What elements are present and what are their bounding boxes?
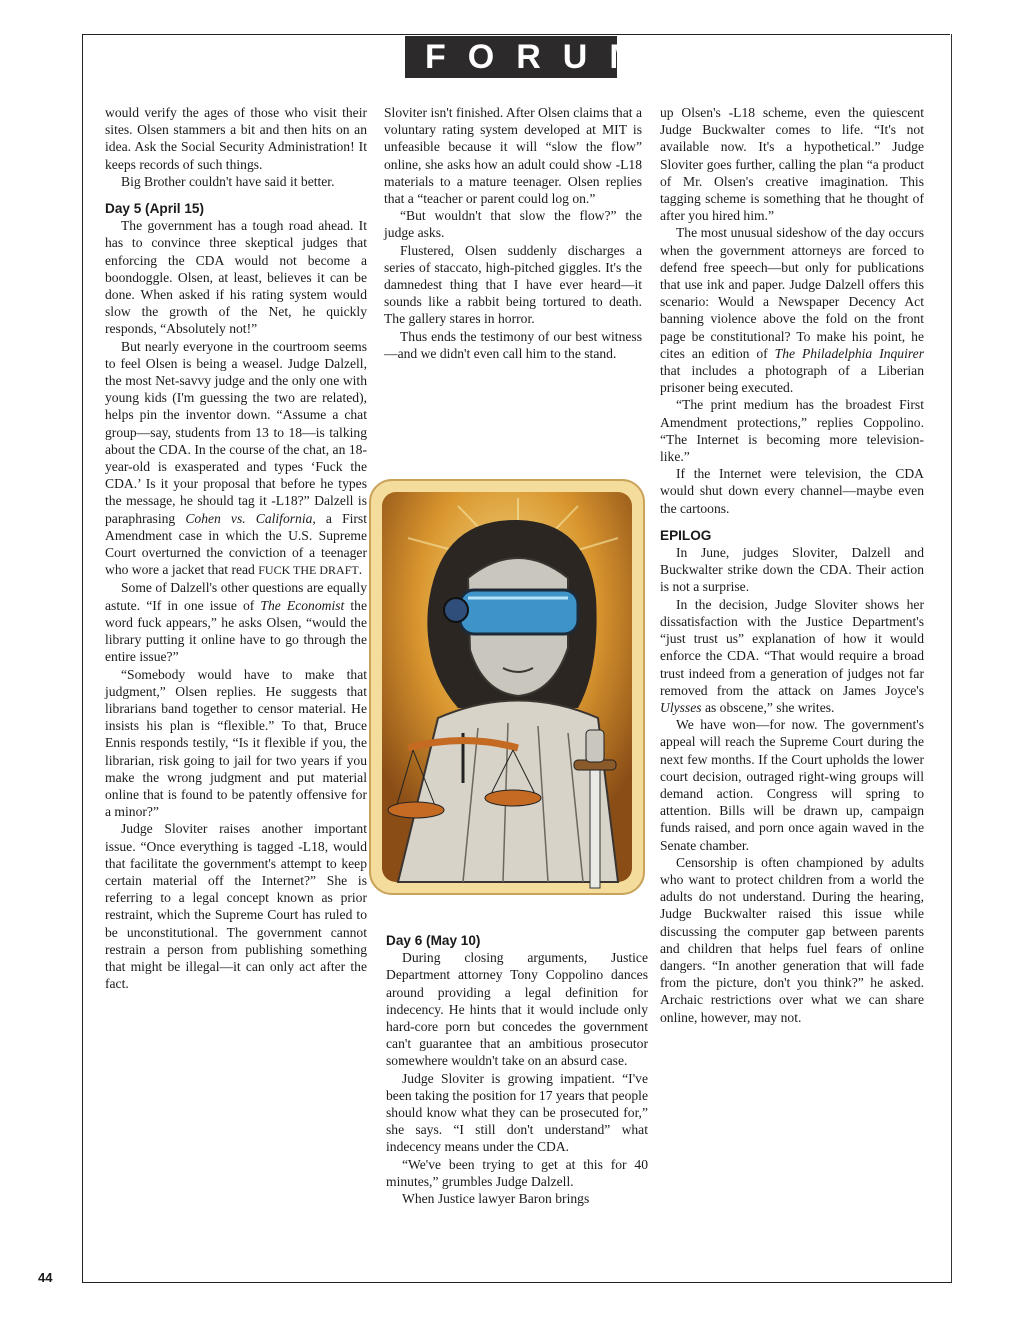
paragraph: Judge Sloviter is growing impatient. “I've been taking the position for 17 years that people should know what they can be prosecuted for,” she says. “I still don't understand” what indecency means under the CDA. bbox=[386, 1070, 648, 1155]
paragraph bbox=[105, 338, 367, 580]
paragraph: would verify the ages of those who visit their sites. Olsen stammers a bit and then hits on an idea. Ask the Social Security Administration! It keeps records of such things. bbox=[105, 105, 367, 172]
paragraph: The government has a tough road ahead. It has to convince three skeptical judges that enforcing the CDA would not become a boondoggle. Olsen, at least, believes it can be done. When asked if his rating system would slow the growth of the Net, he quickly responds, “Absolutely not!” bbox=[105, 218, 367, 337]
column-3 bbox=[660, 104, 924, 1026]
paragraph: Flustered, Olsen suddenly discharges a series of staccato, high-pitched giggles. It's the damnedest thing that I have ever heard—it sounds like a rabbit being tortured to death. The gallery stares in horror. bbox=[384, 242, 642, 327]
paragraph: “The print medium has the broadest First Amendment protections,” replies Coppolino. “The Internet is becoming more television-like.” bbox=[660, 397, 924, 465]
paragraph: Big Brother couldn't have said it better. bbox=[121, 173, 335, 189]
section-heading: Day 6 (May 10) bbox=[386, 933, 481, 948]
paragraph: We have won—for now. The government's appeal will reach the Supreme Court during the next few months. If the Court upholds the lower court decision, outraged right-wing groups will demand action. Congress will spring to attention. Bills will be drawn up, campaign funds raised, and porn once again waved in the Senate chamber. bbox=[660, 717, 924, 853]
page-number: 44 bbox=[38, 1270, 53, 1285]
paragraph bbox=[105, 579, 367, 665]
column-2-bottom bbox=[386, 932, 648, 1207]
text: . bbox=[358, 562, 363, 578]
book-title: Ulysses bbox=[660, 699, 702, 715]
paragraph: In June, judges Sloviter, Dalzell and Buckwalter strike down the CDA. Their action is not a surprise. bbox=[660, 545, 924, 595]
section-header: FORUM bbox=[405, 36, 617, 78]
section-heading: Day 5 (April 15) bbox=[105, 201, 204, 217]
lady-justice-illustration bbox=[368, 478, 646, 896]
paragraph: “We've been trying to get at this for 40 minutes,” grumbles Judge Dalzell. bbox=[386, 1156, 648, 1189]
paragraph: During closing arguments, Justice Department attorney Tony Coppolino dances around providing a legal definition for indecency. He hints that it would include only hard-core porn but concedes the government can't guarantee that an ambitious prosecutor somewhere wouldn't take on an absurd case. bbox=[386, 950, 648, 1069]
text: Some of Dalzell's other questions are equally astute. “If in one issue of bbox=[105, 580, 367, 613]
paragraph bbox=[660, 596, 924, 716]
hand bbox=[586, 730, 604, 762]
text: , a First Amendment case in which the U.S. Supreme Court overturned the conviction of a teenager who wore a jacket that read bbox=[105, 510, 368, 578]
section-heading: EPILOG bbox=[660, 527, 712, 543]
text: The most unusual sideshow of the day occurs when the government attorneys are forced to defend free speech—but only for publications that use ink and paper. Judge Dalzell offers this scenario: Would a Newspaper Decency Act banning violence above the fold on the front page be constitutional? To make his point, he cites an edition of bbox=[660, 225, 924, 361]
publication-title: The Philadelphia Inquirer bbox=[774, 345, 924, 361]
paragraph: “But wouldn't that slow the flow?” the judge asks. bbox=[384, 208, 642, 241]
paragraph: When Justice lawyer Baron brings bbox=[402, 1191, 590, 1207]
sword-blade bbox=[590, 768, 600, 888]
jacket-text: FUCK THE DRAFT bbox=[258, 563, 359, 578]
paragraph: If the Internet were television, the CDA would shut down every channel—maybe even the cartoons. bbox=[660, 466, 924, 516]
case-title: Cohen vs. California bbox=[185, 510, 313, 526]
paragraph bbox=[660, 224, 924, 396]
paragraph: Judge Sloviter raises another important issue. “Once everything is tagged -L18, would that facilitate the government's attempt to keep certain material off the Internet?” She is referring to a legal concept known as prior restraint, which the Supreme Court has ruled to be unconstitutional. The government cannot restrain a person from publishing something that might be illegal—it can only act after the fact. bbox=[105, 821, 367, 992]
text: that includes a photograph of a Liberian prisoner being executed. bbox=[660, 363, 924, 396]
paragraph: Censorship is often championed by adults who want to protect children from a world the adults do not understand. During the hearing, Judge Buckwalter raised this issue while discussing the computer gap between parents and children that helps fuel fears of online dangers. “In another generation that will fade from the picture, don't you think?” he asked. Archaic restrictions over what we can share online, however, may not. bbox=[660, 854, 924, 1025]
headphone-icon bbox=[444, 598, 468, 622]
column-1 bbox=[105, 104, 367, 992]
text: as obscene,” she writes. bbox=[701, 699, 835, 715]
text: In the decision, Judge Sloviter shows her dissatisfaction with the Justice Department's “just trust us” explanation of how it would enforce the CDA. “That would require a broad trust indeed from a generation of judges not far removed from the attack on James Joyce's bbox=[660, 596, 924, 698]
paragraph: up Olsen's -L18 scheme, even the quiescent Judge Buckwalter comes to life. “It's not available now. It's a hypothetical.” Judge Sloviter goes further, calling the plan “a product of Mr. Olsen's creative imagination. This tagging scheme is something that he thought of after you hired him.” bbox=[660, 105, 924, 224]
scale-pan-left bbox=[388, 802, 444, 818]
paragraph: Thus ends the testimony of our best witness—and we didn't even call him to the stand. bbox=[384, 328, 642, 361]
paragraph: “Somebody would have to make that judgment,” Olsen replies. He suggests that librarians band together to censor material. He insists his plan is “flexible.” To that, Bruce Ennis responds testily, “Is it flexible if you, the librarian, risk going to jail for two years if you make the wrong judgment and put material online that is found to be patently offensive for a minor?” bbox=[105, 666, 367, 820]
text: But nearly everyone in the courtroom seems to feel Olsen is being a weasel. Judge Dalzell, the most Net-savvy judge and the only one with young kids (I'm guessing the two are related), helps pin the inventor down. “Assume a chat group—say, students from 13 to 18—is talking about the CDA. In the course of the chat, an 18-year-old is exasperated and types ‘Fuck the CDA.’ Is it your proposal that before he types the message, he should tag it -L18?” Dalzell is paraphrasing bbox=[105, 338, 367, 526]
publication-title: The Economist bbox=[260, 597, 345, 613]
column-2-top bbox=[384, 104, 642, 362]
scale-pan-right bbox=[485, 790, 541, 806]
text: the word fuck appears,” he asks Olsen, “would the library putting it online have to go through the entire issue?” bbox=[105, 597, 367, 665]
paragraph: Sloviter isn't finished. After Olsen claims that a voluntary rating system developed at MIT is unfeasible because it will “slow the flow” online, she asks how an adult could show -L18 materials to a mature teenager. Olsen replies that a “teacher or parent could log on.” bbox=[384, 105, 642, 207]
